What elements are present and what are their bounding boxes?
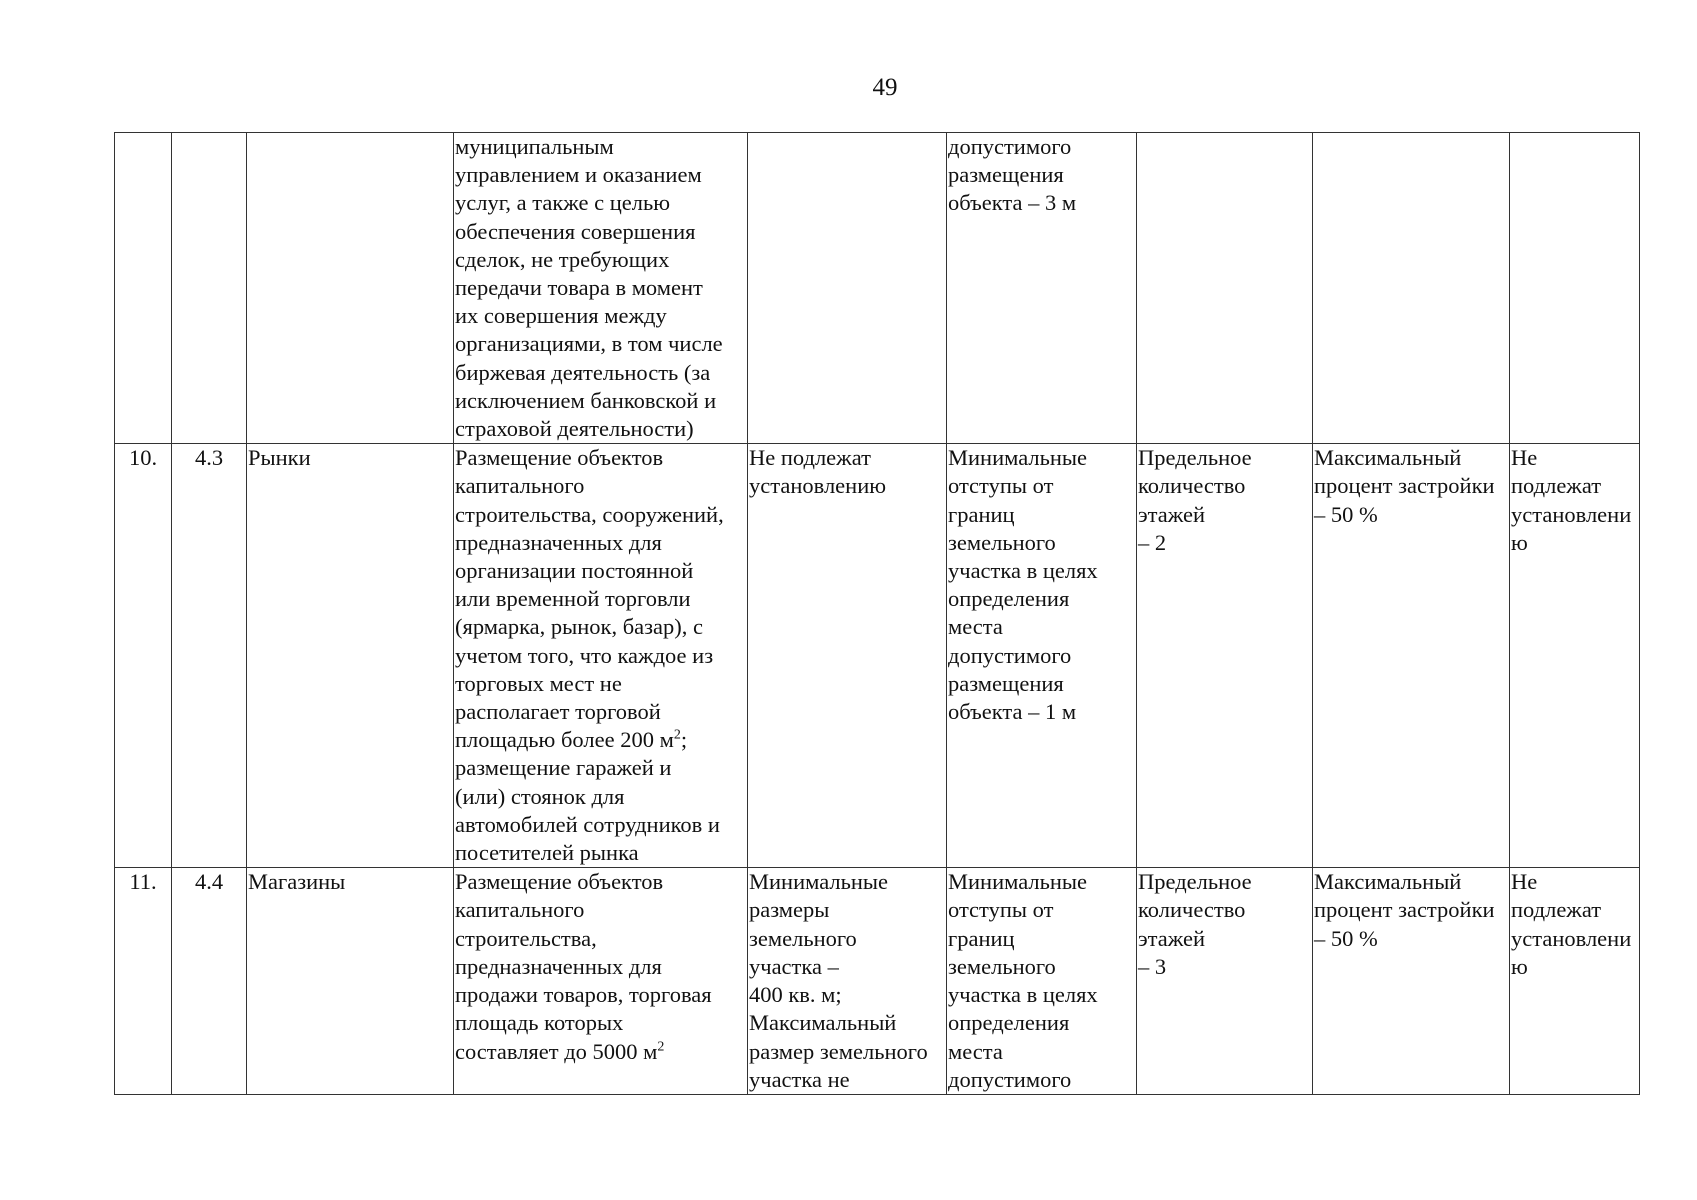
other-params-cell: Не подлежат установлени ю xyxy=(1510,868,1640,1095)
use-name-cell: Магазины xyxy=(247,868,454,1095)
row-number-cell: 11. xyxy=(115,868,172,1095)
floors-cell: Предельное количество этажей – 3 xyxy=(1137,868,1313,1095)
use-name-cell: Рынки xyxy=(247,444,454,868)
plot-size-cell: Не подлежат установлению xyxy=(748,444,947,868)
other-params-cell: Не подлежат установлени ю xyxy=(1510,444,1640,868)
superscript: 2 xyxy=(673,727,681,743)
table-row xyxy=(115,133,1640,444)
floors-cell: Предельное количество этажей – 2 xyxy=(1137,444,1313,868)
setbacks-cell: Минимальные отступы от границ земельного участка в целях определения места допустимого xyxy=(947,868,1137,1095)
description-text: Размещение объектов капитального строительства, предназначенных для продажи товаров, торговая площадь которых составляет до 5000 м xyxy=(455,869,712,1064)
other-params-cell xyxy=(1510,133,1640,444)
use-name-cell xyxy=(247,133,454,444)
table-row xyxy=(115,444,1640,868)
floors-cell xyxy=(1137,133,1313,444)
code-cell: 4.3 xyxy=(172,444,247,868)
page-number: 49 xyxy=(872,74,898,101)
superscript: 2 xyxy=(657,1039,665,1054)
zoning-regulations-table xyxy=(114,132,1640,1095)
table-row xyxy=(115,868,1640,1095)
plot-size-cell xyxy=(748,133,947,444)
description-cell xyxy=(454,868,748,1095)
description-cell xyxy=(454,444,748,868)
description-text-tail: ; размещение гаражей и (или) стоянок для автомобилей сотрудников и посетителей рынка xyxy=(455,727,720,866)
setbacks-cell: Минимальные отступы от границ земельного участка в целях определения места допустимого размещения объекта – 1 м xyxy=(947,444,1137,868)
code-cell: 4.4 xyxy=(172,868,247,1095)
row-number-cell: 10. xyxy=(115,444,172,868)
coverage-cell: Максимальный процент застройки – 50 % xyxy=(1313,868,1510,1095)
description-cell: муниципальным управлением и оказанием услуг, а также с целью обеспечения совершения сделок, не требующих передачи товара в момент их совершения между организациями, в том числе биржевая деятельность (за исключением банковской и страховой деятельности) xyxy=(454,133,748,444)
plot-size-cell: Минимальные размеры земельного участка – 400 кв. м; Максимальный размер земельного участка не xyxy=(748,868,947,1095)
coverage-cell xyxy=(1313,133,1510,444)
row-number-cell xyxy=(115,133,172,444)
code-cell xyxy=(172,133,247,444)
description-text: Размещение объектов капитального строительства, сооружений, предназначенных для организации постоянной или временной торговли (ярмарка, рынок, базар), с учетом того, что каждое из торговых мест не располагает торговой площадью более 200 м xyxy=(455,445,724,753)
coverage-cell: Максимальный процент застройки – 50 % xyxy=(1313,444,1510,868)
setbacks-cell: допустимого размещения объекта – 3 м xyxy=(947,133,1137,444)
